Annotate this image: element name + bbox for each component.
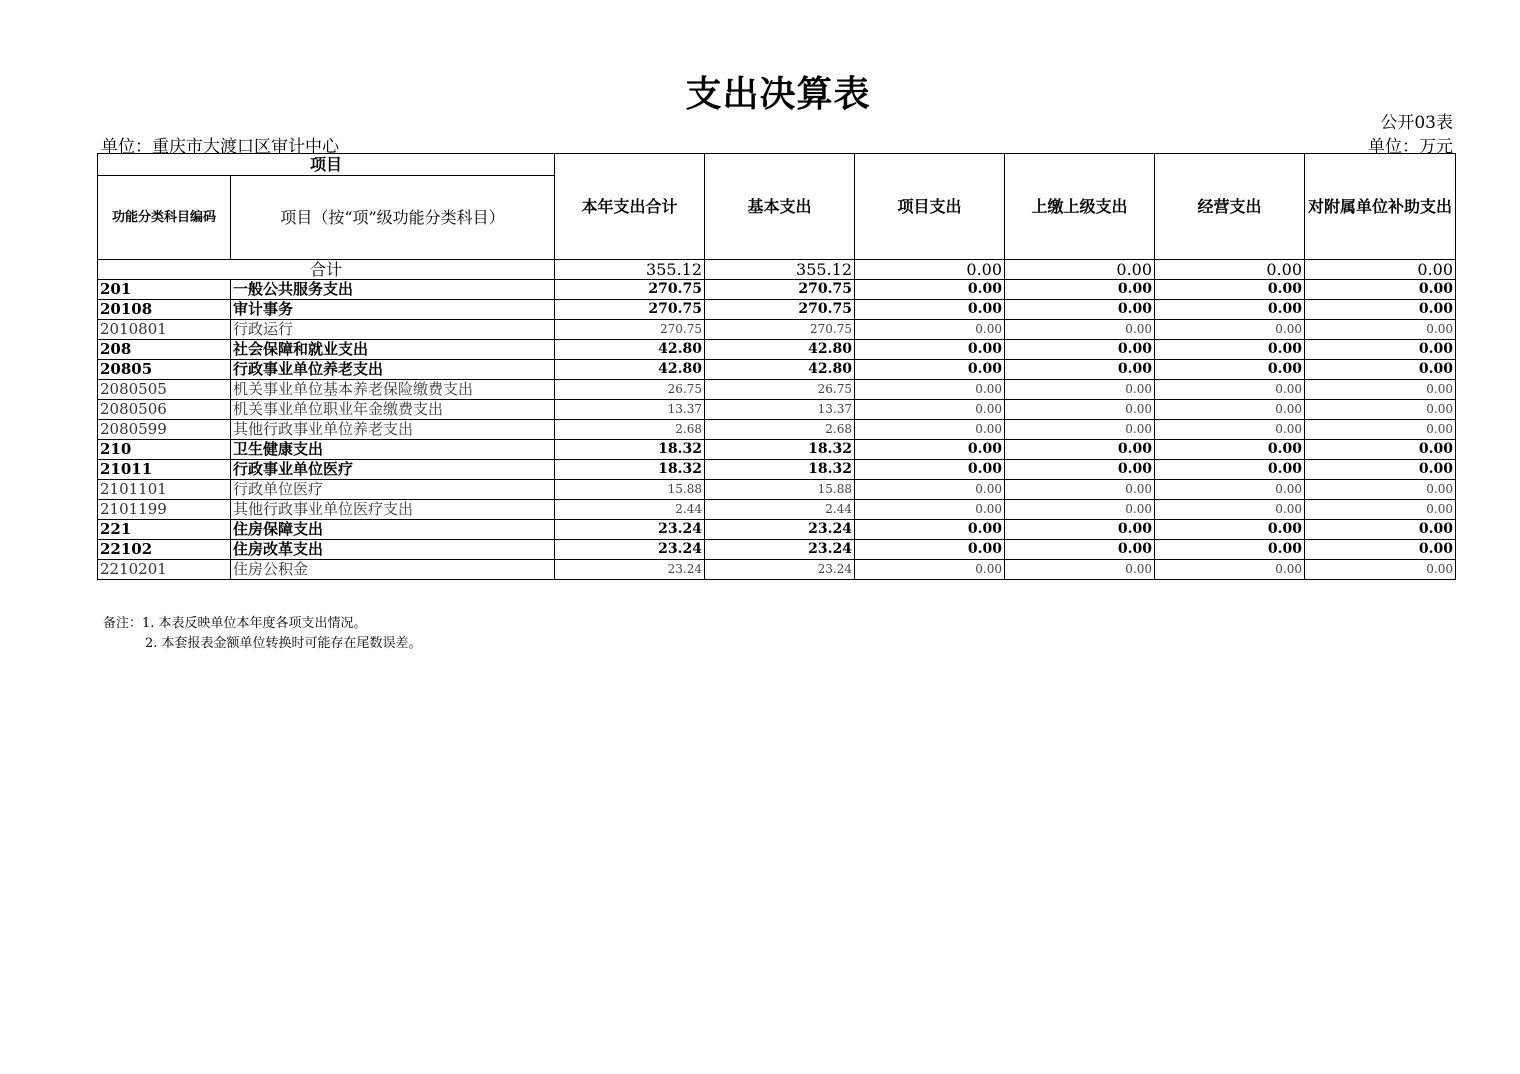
row-value: 0.00 [1155, 300, 1305, 320]
header-subsidy: 对附属单位补助支出 [1305, 154, 1456, 260]
row-code: 201 [98, 280, 231, 300]
row-code: 20108 [98, 300, 231, 320]
row-code: 2101199 [98, 500, 231, 520]
row-code: 2010801 [98, 320, 231, 340]
row-value: 15.88 [555, 480, 705, 500]
row-name: 审计事务 [231, 300, 555, 320]
row-code: 2080505 [98, 380, 231, 400]
row-value: 13.37 [705, 400, 855, 420]
total-cell: 355.12 [555, 260, 705, 280]
row-name: 住房改革支出 [231, 540, 555, 560]
table-row [98, 560, 1456, 580]
row-code: 210 [98, 440, 231, 460]
notes [103, 614, 422, 654]
row-value: 0.00 [1155, 500, 1305, 520]
row-value: 18.32 [705, 440, 855, 460]
header-business: 经营支出 [1155, 154, 1305, 260]
row-value: 13.37 [555, 400, 705, 420]
row-value: 0.00 [1305, 380, 1456, 400]
currency-unit: 单位：万元 [1368, 137, 1453, 157]
form-number: 公开03表 [1380, 113, 1453, 133]
row-value: 0.00 [1155, 560, 1305, 580]
row-name: 行政事业单位养老支出 [231, 360, 555, 380]
row-value: 0.00 [1155, 420, 1305, 440]
row-value: 0.00 [1005, 480, 1155, 500]
row-name: 行政运行 [231, 320, 555, 340]
row-value: 0.00 [1005, 440, 1155, 460]
row-name: 其他行政事业单位医疗支出 [231, 500, 555, 520]
row-value: 18.32 [555, 460, 705, 480]
table-row [98, 380, 1456, 400]
total-row [98, 260, 1456, 280]
row-name: 一般公共服务支出 [231, 280, 555, 300]
row-value: 0.00 [1155, 340, 1305, 360]
reporting-unit: 单位：重庆市大渡口区审计中心 [101, 137, 339, 157]
row-value: 0.00 [1155, 480, 1305, 500]
row-code: 2210201 [98, 560, 231, 580]
row-value: 0.00 [1005, 360, 1155, 380]
row-value: 0.00 [1305, 500, 1456, 520]
total-label: 合计 [98, 260, 555, 280]
row-value: 0.00 [1005, 280, 1155, 300]
row-value: 0.00 [1005, 500, 1155, 520]
header-total: 本年支出合计 [555, 154, 705, 260]
row-value: 0.00 [855, 360, 1005, 380]
page-title: 支出决算表 [685, 73, 871, 115]
row-value: 0.00 [1305, 280, 1456, 300]
row-code: 2101101 [98, 480, 231, 500]
total-cell: 0.00 [1305, 260, 1456, 280]
row-value: 0.00 [855, 560, 1005, 580]
row-value: 0.00 [1005, 520, 1155, 540]
row-name: 机关事业单位基本养老保险缴费支出 [231, 380, 555, 400]
row-value: 2.68 [555, 420, 705, 440]
row-name: 卫生健康支出 [231, 440, 555, 460]
row-value: 270.75 [705, 300, 855, 320]
row-name: 住房保障支出 [231, 520, 555, 540]
note-line-1: 备注：1. 本表反映单位本年度各项支出情况。 [103, 616, 367, 631]
header-project: 项目 [98, 154, 555, 176]
row-value: 0.00 [1155, 380, 1305, 400]
row-code: 20805 [98, 360, 231, 380]
row-value: 0.00 [1305, 480, 1456, 500]
row-value: 42.80 [555, 340, 705, 360]
table-row [98, 440, 1456, 460]
row-value: 18.32 [555, 440, 705, 460]
row-value: 0.00 [855, 540, 1005, 560]
row-value: 2.44 [705, 500, 855, 520]
table-row [98, 520, 1456, 540]
row-value: 2.68 [705, 420, 855, 440]
row-value: 0.00 [855, 300, 1005, 320]
row-value: 0.00 [1305, 440, 1456, 460]
table-row [98, 480, 1456, 500]
table-row [98, 400, 1456, 420]
header-code: 功能分类科目编码 [98, 176, 231, 260]
row-code: 2080599 [98, 420, 231, 440]
row-value: 0.00 [1005, 540, 1155, 560]
row-value: 0.00 [1155, 440, 1305, 460]
row-value: 0.00 [1305, 360, 1456, 380]
header-project-expense: 项目支出 [855, 154, 1005, 260]
row-code: 21011 [98, 460, 231, 480]
row-name: 行政单位医疗 [231, 480, 555, 500]
row-value: 0.00 [855, 520, 1005, 540]
row-value: 0.00 [855, 460, 1005, 480]
row-value: 0.00 [1005, 380, 1155, 400]
row-value: 0.00 [1305, 320, 1456, 340]
total-cell: 355.12 [705, 260, 855, 280]
row-value: 0.00 [1155, 520, 1305, 540]
table-row [98, 540, 1456, 560]
row-value: 0.00 [1155, 280, 1305, 300]
row-value: 0.00 [1155, 360, 1305, 380]
table-row [98, 280, 1456, 300]
table-row [98, 420, 1456, 440]
row-value: 23.24 [555, 520, 705, 540]
row-value: 0.00 [1305, 400, 1456, 420]
row-value: 0.00 [1305, 300, 1456, 320]
row-value: 0.00 [1005, 340, 1155, 360]
row-value: 0.00 [1005, 560, 1155, 580]
row-value: 2.44 [555, 500, 705, 520]
row-value: 270.75 [555, 320, 705, 340]
header-basic: 基本支出 [705, 154, 855, 260]
table-row [98, 500, 1456, 520]
row-value: 23.24 [705, 540, 855, 560]
row-value: 0.00 [1005, 400, 1155, 420]
note-line-2: 2. 本套报表金额单位转换时可能存在尾数误差。 [145, 636, 422, 651]
total-cell: 0.00 [855, 260, 1005, 280]
row-value: 26.75 [705, 380, 855, 400]
row-name: 机关事业单位职业年金缴费支出 [231, 400, 555, 420]
row-value: 0.00 [1155, 400, 1305, 420]
row-value: 0.00 [855, 420, 1005, 440]
row-code: 22102 [98, 540, 231, 560]
table-row [98, 360, 1456, 380]
row-value: 0.00 [1005, 420, 1155, 440]
row-code: 221 [98, 520, 231, 540]
row-value: 26.75 [555, 380, 705, 400]
row-value: 0.00 [855, 440, 1005, 460]
row-value: 42.80 [555, 360, 705, 380]
row-value: 0.00 [1305, 340, 1456, 360]
row-value: 23.24 [705, 520, 855, 540]
row-value: 0.00 [1005, 300, 1155, 320]
row-value: 0.00 [1305, 420, 1456, 440]
row-value: 0.00 [855, 320, 1005, 340]
row-value: 0.00 [1305, 460, 1456, 480]
table-row [98, 340, 1456, 360]
row-value: 23.24 [555, 540, 705, 560]
header-upper: 上缴上级支出 [1005, 154, 1155, 260]
row-value: 270.75 [555, 300, 705, 320]
total-cell: 0.00 [1005, 260, 1155, 280]
header-name: 项目（按“项”级功能分类科目） [231, 176, 555, 260]
row-value: 42.80 [705, 360, 855, 380]
row-value: 0.00 [855, 480, 1005, 500]
row-value: 270.75 [555, 280, 705, 300]
table-row [98, 300, 1456, 320]
row-code: 208 [98, 340, 231, 360]
row-value: 0.00 [1155, 320, 1305, 340]
row-value: 18.32 [705, 460, 855, 480]
row-value: 0.00 [855, 340, 1005, 360]
row-value: 23.24 [555, 560, 705, 580]
row-value: 0.00 [855, 400, 1005, 420]
row-value: 270.75 [705, 320, 855, 340]
row-value: 0.00 [1305, 560, 1456, 580]
row-name: 社会保障和就业支出 [231, 340, 555, 360]
row-value: 0.00 [1005, 320, 1155, 340]
row-value: 0.00 [1305, 540, 1456, 560]
row-value: 0.00 [1155, 540, 1305, 560]
row-value: 23.24 [705, 560, 855, 580]
row-code: 2080506 [98, 400, 231, 420]
row-value: 270.75 [705, 280, 855, 300]
row-value: 0.00 [1005, 460, 1155, 480]
row-value: 0.00 [1155, 460, 1305, 480]
row-name: 行政事业单位医疗 [231, 460, 555, 480]
row-value: 0.00 [855, 280, 1005, 300]
expenditure-table [97, 153, 1456, 580]
row-name: 其他行政事业单位养老支出 [231, 420, 555, 440]
row-value: 0.00 [1305, 520, 1456, 540]
row-value: 0.00 [855, 380, 1005, 400]
row-value: 15.88 [705, 480, 855, 500]
table-row [98, 320, 1456, 340]
row-value: 42.80 [705, 340, 855, 360]
table-row [98, 460, 1456, 480]
total-cell: 0.00 [1155, 260, 1305, 280]
row-name: 住房公积金 [231, 560, 555, 580]
row-value: 0.00 [855, 500, 1005, 520]
